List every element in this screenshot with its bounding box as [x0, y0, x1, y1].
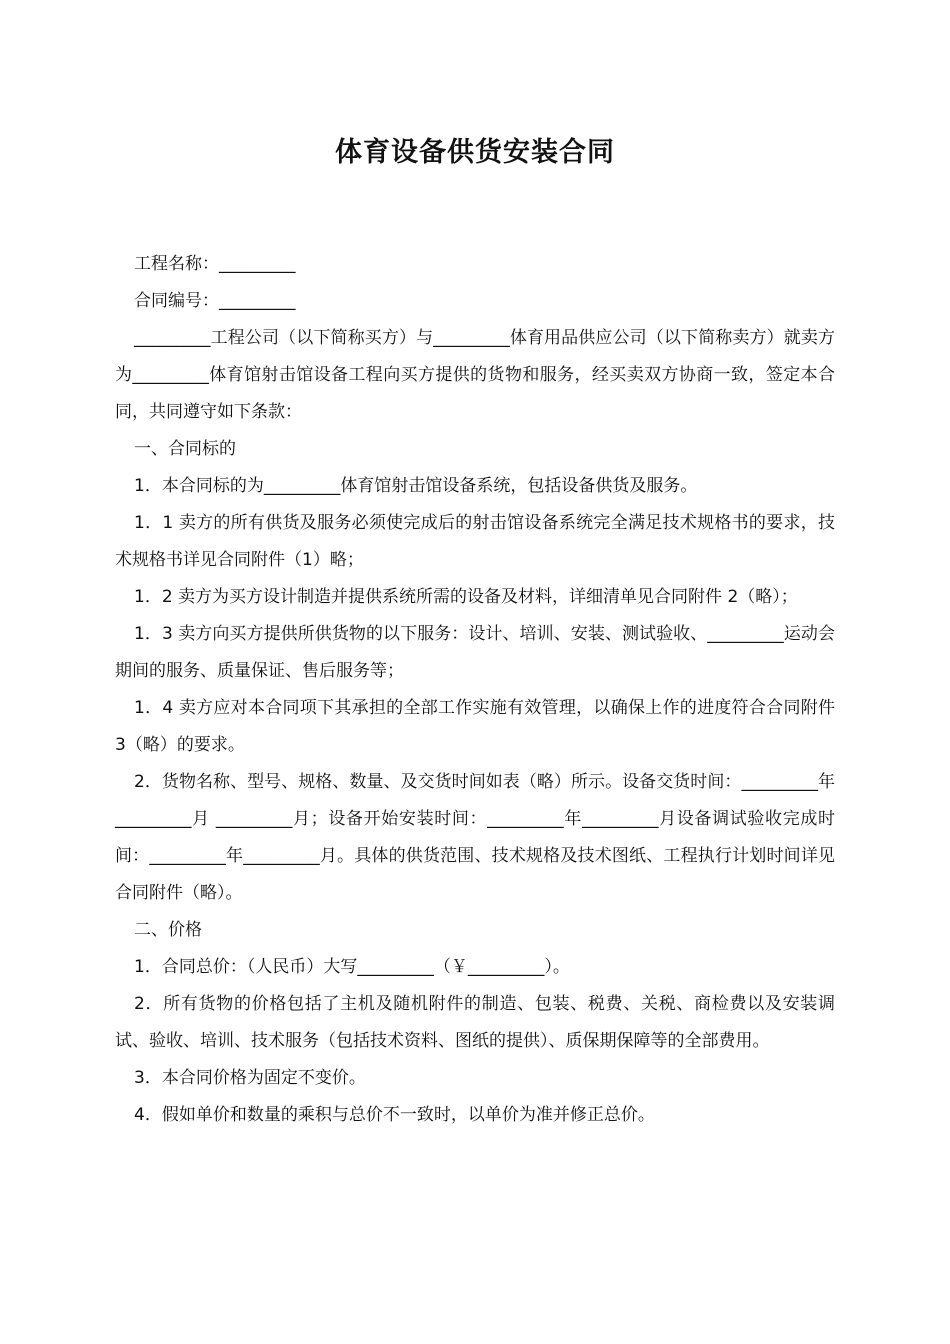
- price-clause-1: 1．合同总价：（人民币）大写_________（￥_________）。: [134, 957, 570, 977]
- clause-2-delivery: 2．货物名称、型号、规格、数量、及交货时间如表（略）所示。设备交货时间：_________年_________月 _________月；设备开始安装时间：_________年_________月设备调试验收完成时间：_________年_________月。具体的供货范围、技术规格及技术图纸、工程执行计划时间详见合同附件（略）。: [115, 772, 835, 903]
- section-heading-subject: 一、合同标的: [134, 439, 236, 459]
- clause-1-1: 1．1 卖方的所有供货及服务必须使完成后的射击馆设备系统完全满足技术规格书的要求，技术规格书详见合同附件（1）略；: [115, 513, 835, 570]
- clause-1-4: 1．4 卖方应对本合同项下其承担的全部工作实施有效管理，以确保上作的进度符合合同附件 3（略）的要求。: [115, 698, 835, 755]
- document-body: [115, 246, 835, 1134]
- clause-1-2: 1．2 卖方为买方设计制造并提供系统所需的设备及材料，详细清单见合同附件 2（略）；: [134, 587, 798, 607]
- price-clause-4: 4．假如单价和数量的乘积与总价不一致时，以单价为准并修正总价。: [134, 1105, 655, 1125]
- section-heading-price: 二、价格: [134, 920, 202, 940]
- price-clause-2: 2．所有货物的价格包括了主机及随机附件的制造、包装、税费、关税、商检费以及安装调试、验收、培训、技术服务（包括技术资料、图纸的提供）、质保期保障等的全部费用。: [115, 994, 835, 1051]
- preamble-paragraph: _________工程公司（以下简称买方）与_________体育用品供应公司（以下简称卖方）就卖方为_________体育馆射击馆设备工程向买方提供的货物和服务，经买卖双方协商一致，签定本合同，共同遵守如下条款：: [115, 328, 835, 422]
- project-name-line: 工程名称：_________: [134, 254, 296, 274]
- clause-1: 1．本合同标的为_________体育馆射击馆设备系统，包括设备供货及服务。: [134, 476, 698, 496]
- document-title: 体育设备供货安装合同: [335, 137, 615, 168]
- price-clause-3: 3．本合同价格为固定不变价。: [134, 1068, 366, 1088]
- contract-number-line: 合同编号：_________: [134, 291, 296, 311]
- clause-1-3: 1．3 卖方向买方提供所供货物的以下服务：设计、培训、安装、测试验收、_________运动会期间的服务、质量保证、售后服务等；: [115, 624, 835, 681]
